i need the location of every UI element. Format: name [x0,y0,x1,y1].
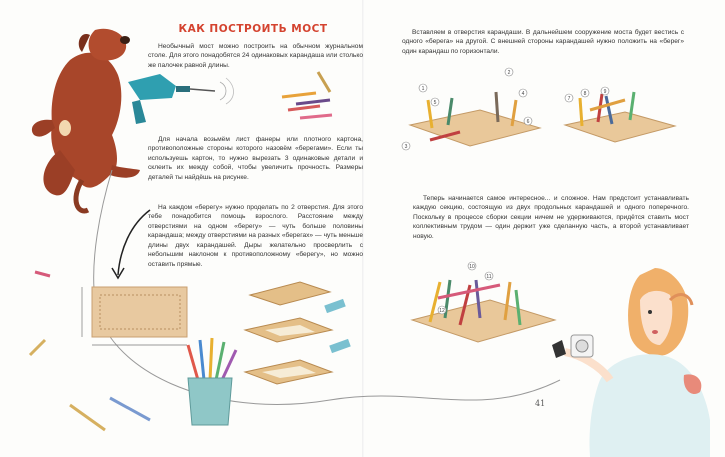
step-number-label: 9 [603,89,607,95]
page-number: 41 [535,399,546,408]
page-title: КАК ПОСТРОИТЬ МОСТ [178,23,328,35]
board-stacking-steps [245,282,351,384]
step-number-label: 2 [507,70,511,76]
step-number-label: 4 [521,91,525,97]
arrow-icon [118,210,150,275]
pencil-cup-illustration [70,338,236,430]
holes-paragraph: На каждом «берегу» нужно проделать по 2 отверстия. Для этого тебе понадобится помощь взрослого. Расстояние между отверстиями на одном «берегу» — чуть больше половины карандаша; между отверстиями на разных «берегах» — чуть меньше длины двух карандашей. Дыры желательно просверлить с небольшим наклоном к противоположному «берегу», но можно оставить прямые. [148,203,363,268]
step-number-label: 5 [433,100,437,106]
materials-paragraph: Для начала возьмём лист фанеры или плотного картона, противоположные стороны которого назовём «берегами». Если ты используешь картон, то нужно вырезать 3 одинаковые детали и склеить их между собой, чтобы увеличить прочность. Размеры деталей ты найдёшь на рисунке. [148,135,363,181]
step-number-label: 10 [469,264,475,270]
intro-paragraph: Необычный мост можно построить на обычном журнальном столе. Для этого понадобятся 24 одинаковых карандаша или столько же палочек равной длины. [148,42,363,69]
bridge-step-figure-2 [565,87,675,142]
step-number-label: 3 [404,144,408,150]
assembly-paragraph: Теперь начинается самое интересное... и сложное. Нам предстоит устанавливать каждую секцию, состоящую из двух продольных карандашей и одного поперечного. Поскольку в процессе сборки секции ничем не удерживаются, придётся ставить мост коллективным трудом — один держит уже сделанную часть, а второй устанавливает новую. [413,194,689,240]
step-number-label: 12 [439,308,445,314]
step-number-label: 7 [567,96,571,102]
bridge-step-figure-3 [412,262,555,342]
scattered-pencils-top [282,72,332,118]
dog-with-drill-illustration [32,29,140,211]
step-number-label: 11 [486,274,492,280]
drill-icon [128,74,234,124]
step-number-label: 6 [526,119,530,125]
bridge-step-figure-1 [402,68,540,150]
step-number-label: 1 [421,86,425,92]
board-diagram [30,272,187,355]
girl-with-plug-illustration [552,268,710,457]
step-number-label: 8 [583,91,587,97]
insert-pencils-paragraph: Вставляем в отверстия карандаши. В дальнейшем сооружение моста будет вестись с одного «берега» на другой. С внешней стороны карандашей нужно положить на «берег» один карандаш по горизонтали. [402,28,684,55]
